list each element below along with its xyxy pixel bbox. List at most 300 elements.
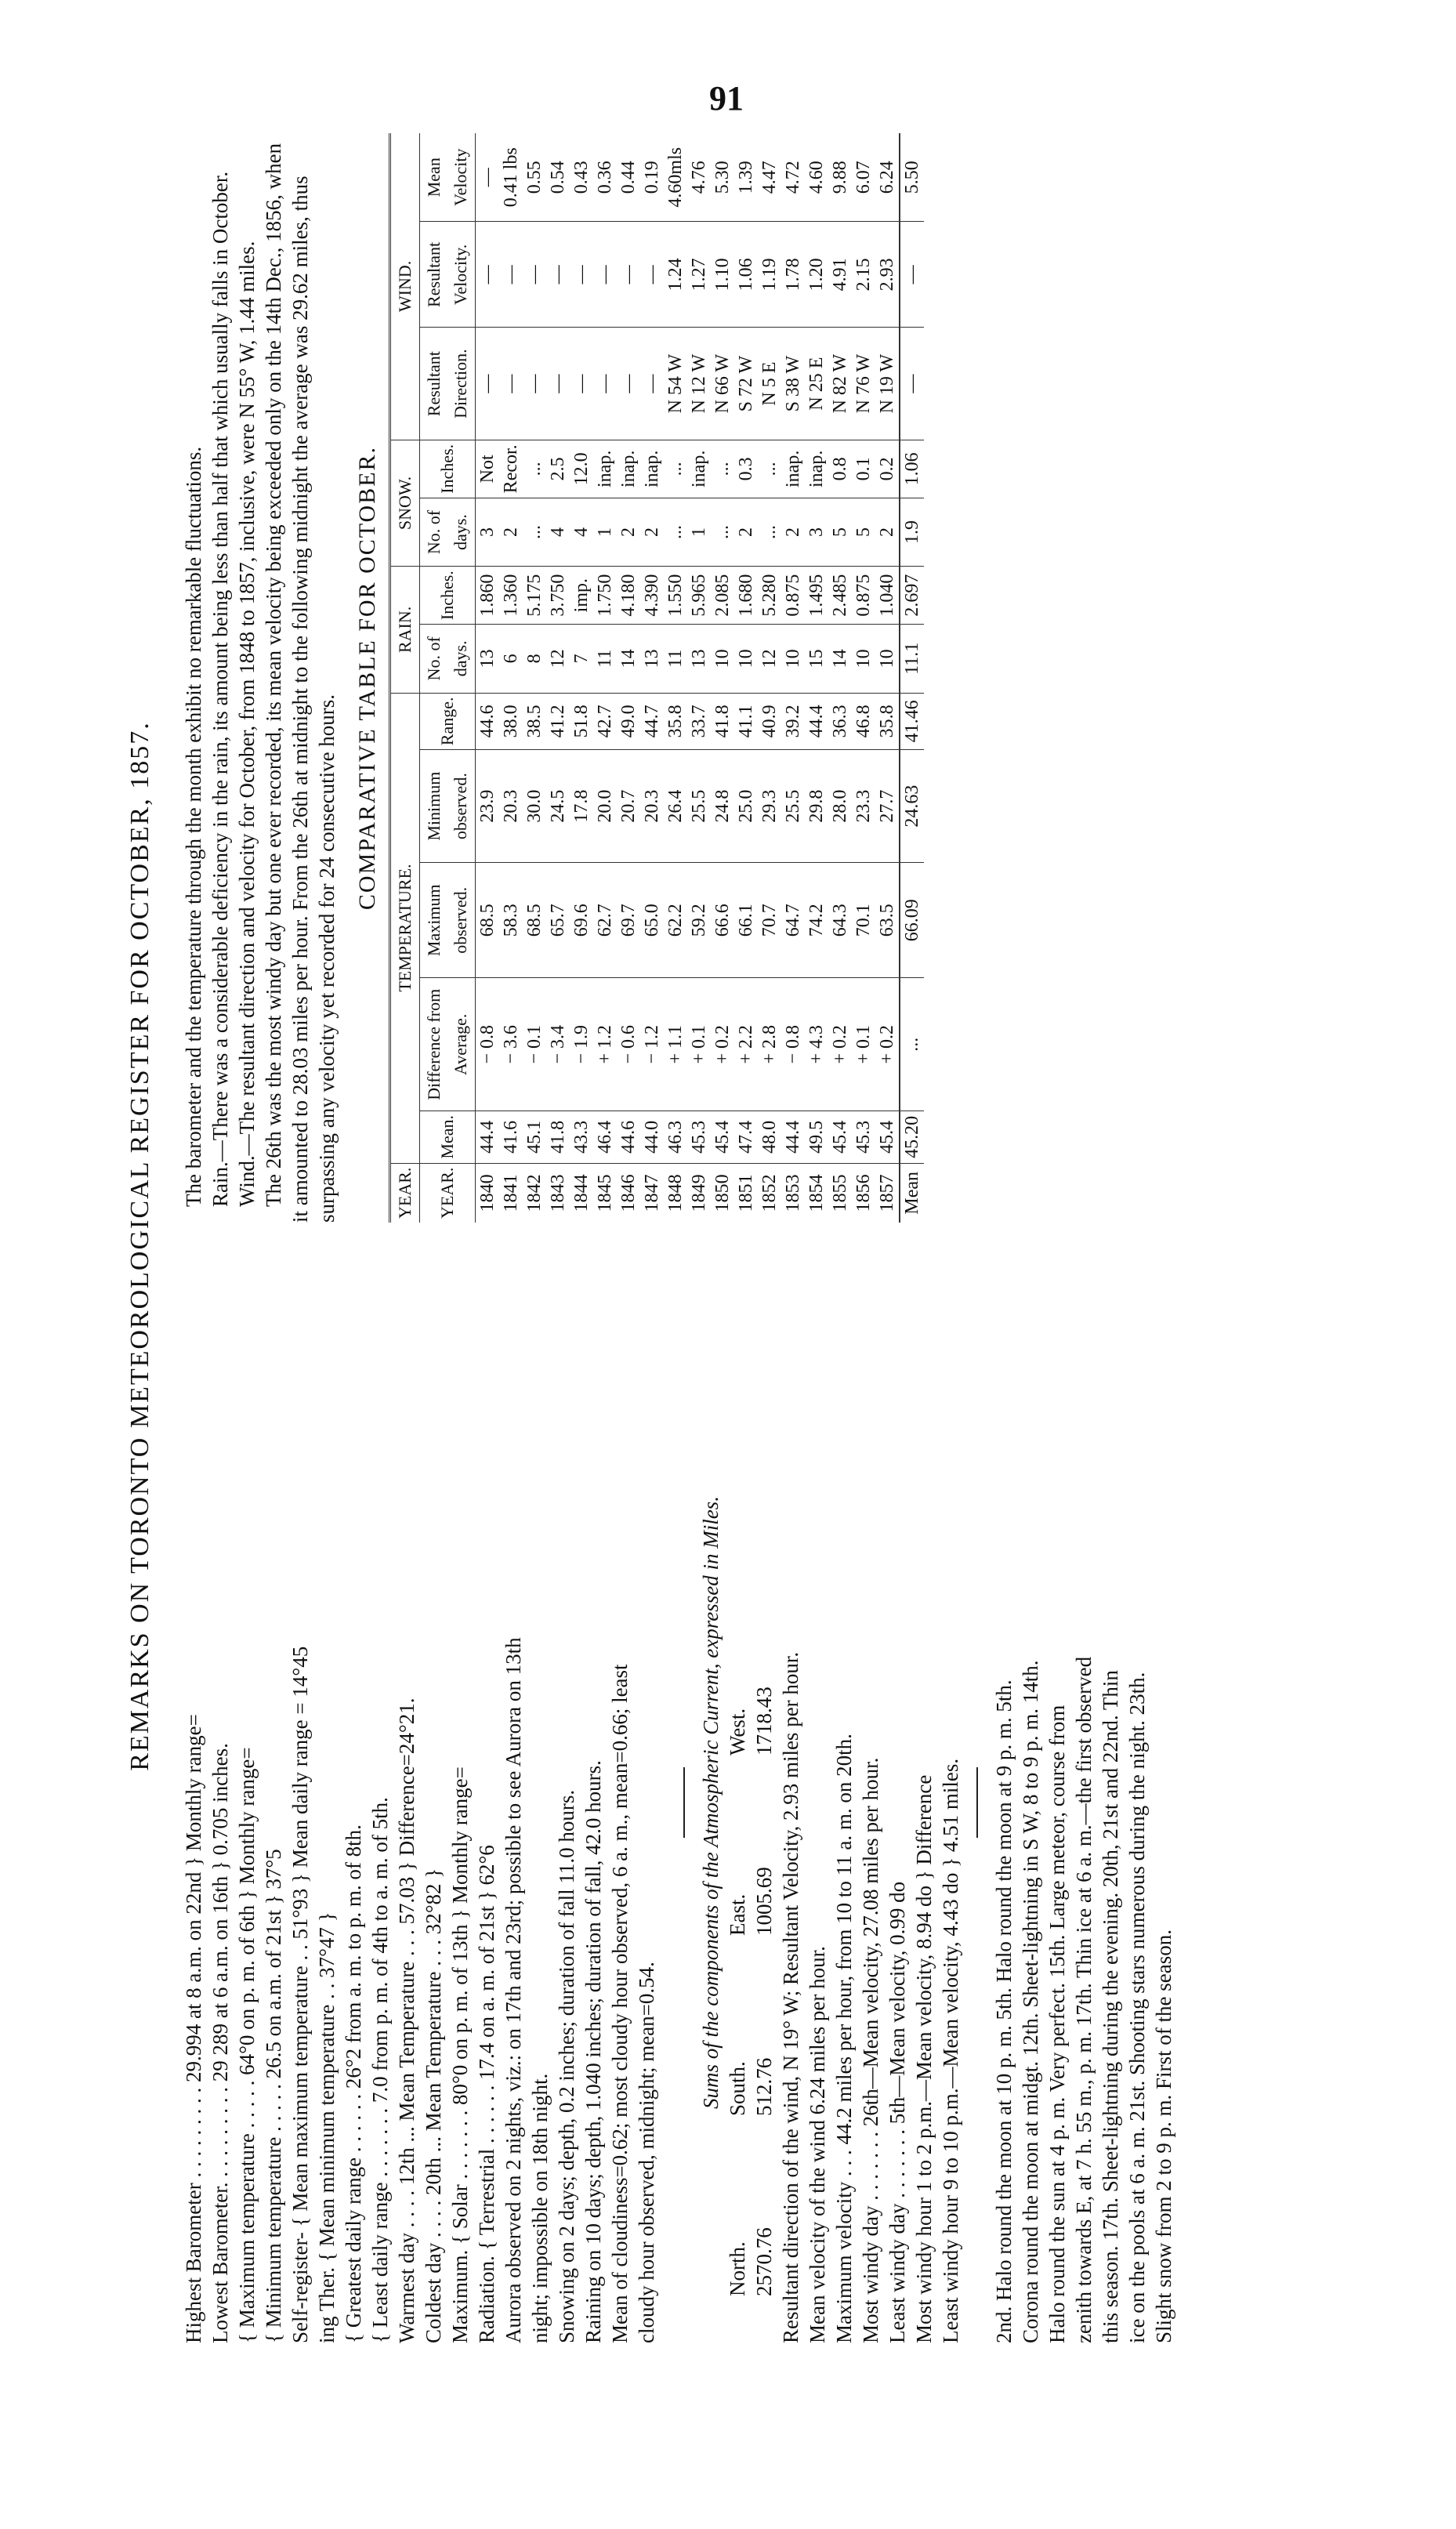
table-cell: 1.550 bbox=[664, 567, 687, 625]
table-row bbox=[570, 133, 593, 1223]
table-row bbox=[523, 133, 546, 1223]
component-header: East. bbox=[726, 1893, 749, 1936]
table-row bbox=[476, 133, 500, 1223]
table-cell: 43.3 bbox=[570, 1111, 593, 1164]
component-value: 1718.43 bbox=[752, 1687, 776, 1755]
table-cell: 1.20 bbox=[805, 222, 828, 328]
wind-line: Maximum velocity . . . 44.2 miles per hour, from 10 to 11 a. m. on 20th. bbox=[832, 1734, 856, 2343]
table-column-header: Resultant Direction. bbox=[420, 328, 476, 440]
table-cell: 12 bbox=[546, 625, 570, 693]
table-cell: 1.27 bbox=[687, 222, 711, 328]
table-row bbox=[640, 133, 664, 1223]
table-cell: 1844 bbox=[571, 1174, 592, 1212]
table-cell: + 2.2 bbox=[734, 978, 758, 1111]
table-cell: 1.10 bbox=[711, 222, 734, 328]
table-cell: 5.30 bbox=[711, 133, 734, 222]
table-cell: 17.8 bbox=[570, 750, 593, 863]
table-cell: ... bbox=[523, 498, 546, 566]
table-cell: 59.2 bbox=[687, 863, 711, 978]
table-cell: — bbox=[640, 222, 664, 328]
phenomena-line: 2nd. Halo round the moon at 10 p. m. 5th. Halo round the moon at 9 p. m. 5th. bbox=[992, 1679, 1016, 2343]
component-header: West. bbox=[726, 1708, 749, 1755]
table-cell: 44.4 bbox=[781, 1111, 805, 1164]
register-line: night; impossible on 18th night. bbox=[528, 2073, 552, 2343]
table-cell: Recor. bbox=[499, 440, 523, 498]
table-cell: 2 bbox=[499, 498, 523, 566]
table-cell: 38.0 bbox=[499, 693, 523, 750]
phenomena-line: this season. 17th. Sheet-lightning during the evening. 20th, 21st and 22nd. Thin bbox=[1099, 1670, 1122, 2343]
table-cell: 0.875 bbox=[781, 567, 805, 625]
table-cell: — bbox=[523, 328, 546, 440]
table-cell: 44.4 bbox=[476, 1111, 500, 1164]
table-group-header: YEAR. bbox=[390, 1163, 420, 1223]
table-cell: 0.3 bbox=[734, 440, 758, 498]
table-cell: 14 bbox=[828, 625, 852, 693]
table-cell: imp. bbox=[570, 567, 593, 625]
table-cell: 44.6 bbox=[476, 693, 500, 750]
table-cell: − 0.8 bbox=[476, 978, 500, 1111]
comparative-table bbox=[389, 133, 924, 1223]
table-cell: 62.7 bbox=[593, 863, 617, 978]
component-value: 512.76 bbox=[752, 2057, 776, 2116]
table-cell: 74.2 bbox=[805, 863, 828, 978]
table-cell: 28.0 bbox=[828, 750, 852, 863]
table-cell: — bbox=[900, 222, 924, 328]
table-cell: 11 bbox=[664, 625, 687, 693]
table-column-header: Difference from Average. bbox=[420, 978, 476, 1111]
table-column-header: No. of days. bbox=[420, 498, 476, 566]
register-line: Coldest day . . . . 20th ... Mean Temperature . . . 32°82 } bbox=[422, 1868, 445, 2343]
table-column-header: Mean Velocity bbox=[420, 133, 476, 222]
table-cell: — bbox=[617, 222, 640, 328]
remarks-column bbox=[180, 133, 924, 1223]
table-cell: − 0.8 bbox=[781, 978, 805, 1111]
table-cell: 0.44 bbox=[617, 133, 640, 222]
table-cell: 46.8 bbox=[852, 693, 875, 750]
table-cell: inap. bbox=[593, 440, 617, 498]
table-cell: 4.47 bbox=[758, 133, 781, 222]
table-cell: 24.5 bbox=[546, 750, 570, 863]
table-cell: 45.3 bbox=[852, 1111, 875, 1164]
rotated-page-content bbox=[125, 118, 1348, 2375]
table-cell: 36.3 bbox=[828, 693, 852, 750]
table-cell: — bbox=[546, 328, 570, 440]
table-cell: 25.5 bbox=[781, 750, 805, 863]
phenomena-lines bbox=[991, 1262, 1177, 2343]
table-cell: 2 bbox=[875, 498, 900, 566]
table-cell: — bbox=[499, 222, 523, 328]
table-cell: + 0.2 bbox=[711, 978, 734, 1111]
table-cell: 1.360 bbox=[499, 567, 523, 625]
table-cell: 1841 bbox=[501, 1174, 521, 1212]
table-cell: 13 bbox=[476, 625, 500, 693]
table-cell: 42.7 bbox=[593, 693, 617, 750]
table-cell: 70.1 bbox=[852, 863, 875, 978]
table-cell: 29.3 bbox=[758, 750, 781, 863]
remarks-paragraph: The 26th was the most windy day but one ever recorded, its mean velocity being exceeded only on the 14th Dec., 1856, when it amounted to 28.03 miles per hour. From the 26th at midnight to the following midnight the average was 29.62 miles, thus surpassing any velocity yet recorded for 24 consecutive hours. bbox=[262, 143, 339, 1223]
table-cell: + 2.8 bbox=[758, 978, 781, 1111]
phenomena-line: Halo round the sun at 4 p. m. Very perfect. 15th. Large meteor, course from bbox=[1045, 1705, 1069, 2343]
table-cell: inap. bbox=[781, 440, 805, 498]
table-cell: 1857 bbox=[877, 1174, 897, 1212]
table-cell: 8 bbox=[523, 625, 546, 693]
table-cell: − 1.9 bbox=[570, 978, 593, 1111]
table-cell: ... bbox=[711, 440, 734, 498]
table-cell: 0.2 bbox=[875, 440, 900, 498]
table-cell: — bbox=[499, 328, 523, 440]
register-line: { Least daily range . . . . . . . 7.0 from p. m. of 4th to a. m. of 5th. bbox=[368, 1797, 392, 2343]
table-cell: 0.875 bbox=[852, 567, 875, 625]
table-row bbox=[900, 133, 924, 1223]
table-cell: 49.5 bbox=[805, 1111, 828, 1164]
table-cell: 2.697 bbox=[900, 567, 924, 625]
table-cell: 1843 bbox=[548, 1174, 568, 1212]
table-row bbox=[546, 133, 570, 1223]
wind-line: Least windy hour 9 to 10 p.m.—Mean velocity, 4.43 do } 4.51 miles. bbox=[939, 1758, 962, 2343]
register-line: cloudy hour observed, midnight; mean=0.54. bbox=[635, 1962, 658, 2343]
register-line: Mean of cloudiness=0.62; most cloudy hour observed, 6 a. m., mean=0.66; least bbox=[608, 1664, 632, 2343]
components-title: Sums of the components of the Atmospheric Current, expressed in Miles. bbox=[699, 1496, 723, 2109]
table-cell: — bbox=[546, 222, 570, 328]
table-cell: 13 bbox=[640, 625, 664, 693]
register-line: Self-register- { Mean maximum temperature . . 51°93 } Mean daily range = 14°45 bbox=[288, 1646, 312, 2343]
table-cell: 20.7 bbox=[617, 750, 640, 863]
table-cell: — bbox=[593, 328, 617, 440]
table-cell: + 1.2 bbox=[593, 978, 617, 1111]
table-cell: 24.8 bbox=[711, 750, 734, 863]
table-column-header: Maximum observed. bbox=[420, 863, 476, 978]
table-cell: ... bbox=[758, 498, 781, 566]
table-body bbox=[476, 133, 925, 1223]
table-cell: 0.36 bbox=[593, 133, 617, 222]
table-cell: N 76 W bbox=[852, 328, 875, 440]
table-cell: N 5 E bbox=[758, 328, 781, 440]
table-group-header: TEMPERATURE. bbox=[390, 693, 420, 1163]
table-cell: 44.6 bbox=[617, 1111, 640, 1164]
table-cell: — bbox=[900, 328, 924, 440]
table-cell: 0.55 bbox=[523, 133, 546, 222]
table-cell: 2.085 bbox=[711, 567, 734, 625]
table-cell: 2.93 bbox=[875, 222, 900, 328]
table-cell: ... bbox=[664, 440, 687, 498]
table-cell: 47.4 bbox=[734, 1111, 758, 1164]
table-cell: N 19 W bbox=[875, 328, 900, 440]
table-cell: 25.5 bbox=[687, 750, 711, 863]
table-cell: 41.8 bbox=[546, 1111, 570, 1164]
table-column-header: Resultant Velocity. bbox=[420, 222, 476, 328]
table-row bbox=[875, 133, 900, 1223]
table-column-header: YEAR. bbox=[420, 1163, 476, 1223]
table-cell: ... bbox=[758, 440, 781, 498]
table-cell: 3 bbox=[805, 498, 828, 566]
table-cell: 7 bbox=[570, 625, 593, 693]
table-cell: ... bbox=[900, 978, 924, 1111]
section-divider bbox=[683, 1767, 685, 1838]
table-cell: 2.15 bbox=[852, 222, 875, 328]
components-headers bbox=[724, 1262, 751, 2343]
table-cell: 5.175 bbox=[523, 567, 546, 625]
table-cell: 70.7 bbox=[758, 863, 781, 978]
table-title: COMPARATIVE TABLE FOR OCTOBER. bbox=[354, 445, 380, 911]
table-cell: 41.6 bbox=[499, 1111, 523, 1164]
table-header-row bbox=[420, 133, 476, 1223]
table-row bbox=[781, 133, 805, 1223]
table-cell: 27.7 bbox=[875, 750, 900, 863]
table-cell: 45.1 bbox=[523, 1111, 546, 1164]
table-cell: 1.06 bbox=[734, 222, 758, 328]
component-value: 2570.76 bbox=[752, 2227, 776, 2296]
table-cell: 1.19 bbox=[758, 222, 781, 328]
table-cell: 4.91 bbox=[828, 222, 852, 328]
table-cell: — bbox=[476, 133, 500, 222]
components-values bbox=[751, 1262, 777, 2343]
table-cell: 23.9 bbox=[476, 750, 500, 863]
remarks-paragraph: The barometer and the temperature through the month exhibit no remarkable fluctuations. bbox=[182, 446, 205, 1207]
table-cell: — bbox=[570, 222, 593, 328]
table-cell: 45.20 bbox=[900, 1111, 924, 1164]
table-group-header: RAIN. bbox=[390, 567, 420, 693]
table-group-header: SNOW. bbox=[390, 440, 420, 566]
table-cell: 26.4 bbox=[664, 750, 687, 863]
table-cell: 35.8 bbox=[664, 693, 687, 750]
register-line: Maximum. { Solar . . . . . . . 80°0 on p. m. of 13th } Monthly range= bbox=[448, 1766, 472, 2343]
table-row bbox=[499, 133, 523, 1223]
table-cell: 25.0 bbox=[734, 750, 758, 863]
table-cell: 4.60mls bbox=[664, 133, 687, 222]
table-row bbox=[758, 133, 781, 1223]
table-cell: 5.50 bbox=[900, 133, 924, 222]
table-cell: 44.0 bbox=[640, 1111, 664, 1164]
table-cell: 4 bbox=[546, 498, 570, 566]
register-summary-column bbox=[180, 1262, 1177, 2343]
table-group-header: WIND. bbox=[390, 133, 420, 440]
table-cell: 2 bbox=[617, 498, 640, 566]
table-cell: 38.5 bbox=[523, 693, 546, 750]
table-cell: − 0.1 bbox=[523, 978, 546, 1111]
table-cell: 0.43 bbox=[570, 133, 593, 222]
table-cell: 12.0 bbox=[570, 440, 593, 498]
table-cell: − 1.2 bbox=[640, 978, 664, 1111]
table-cell: — bbox=[476, 222, 500, 328]
table-cell: N 82 W bbox=[828, 328, 852, 440]
page-number: 91 bbox=[709, 79, 744, 118]
wind-line: Mean velocity of the wind 6.24 miles per hour. bbox=[806, 1946, 829, 2343]
wind-line: Least windy day . . . . . . . 5th—Mean velocity, 0.99 do bbox=[886, 1881, 909, 2343]
table-cell: 51.8 bbox=[570, 693, 593, 750]
register-line: Raining on 10 days; depth, 1.040 inches; duration of fall, 42.0 hours. bbox=[581, 1760, 605, 2343]
table-column-header: Range. bbox=[420, 693, 476, 750]
table-cell: 4.76 bbox=[687, 133, 711, 222]
table-cell: 66.6 bbox=[711, 863, 734, 978]
table-cell: 1846 bbox=[618, 1174, 639, 1212]
table-cell: 1848 bbox=[665, 1174, 686, 1212]
table-cell: 41.8 bbox=[711, 693, 734, 750]
table-cell: 10 bbox=[781, 625, 805, 693]
register-line: { Greatest daily range . . . . . . 26°2 from a. m. to p. m. of 8th. bbox=[342, 1824, 365, 2343]
table-cell: — bbox=[617, 328, 640, 440]
register-line: Snowing on 2 days; depth, 0.2 inches; duration of fall 11.0 hours. bbox=[555, 1789, 578, 2343]
table-cell: 29.8 bbox=[805, 750, 828, 863]
table-cell: — bbox=[476, 328, 500, 440]
table-row bbox=[805, 133, 828, 1223]
table-cell: 0.19 bbox=[640, 133, 664, 222]
wind-line: Most windy day . . . . . . . 26th—Mean velocity, 27.08 miles per hour. bbox=[859, 1757, 882, 2343]
table-cell: 23.3 bbox=[852, 750, 875, 863]
table-cell: 35.8 bbox=[875, 693, 900, 750]
table-cell: 24.63 bbox=[900, 750, 924, 863]
table-cell: 13 bbox=[687, 625, 711, 693]
table-cell: 0.1 bbox=[852, 440, 875, 498]
table-cell: 4.180 bbox=[617, 567, 640, 625]
table-cell: 2 bbox=[734, 498, 758, 566]
table-cell: 1842 bbox=[524, 1174, 545, 1212]
table-cell: 0.41 lbs bbox=[499, 133, 523, 222]
table-cell: 2.5 bbox=[546, 440, 570, 498]
table-cell: — bbox=[640, 328, 664, 440]
table-cell: 1855 bbox=[830, 1174, 850, 1212]
table-cell: − 3.4 bbox=[546, 978, 570, 1111]
table-cell: S 38 W bbox=[781, 328, 805, 440]
table-cell: 6.24 bbox=[875, 133, 900, 222]
table-cell: 4.60 bbox=[805, 133, 828, 222]
table-cell: 46.3 bbox=[664, 1111, 687, 1164]
table-cell: N 25 E bbox=[805, 328, 828, 440]
table-cell: 5 bbox=[852, 498, 875, 566]
table-cell: 1852 bbox=[759, 1174, 780, 1212]
register-line: Lowest Barometer. . . . . . . . . . 29 289 at 6 a.m. on 16th } 0.705 inches. bbox=[208, 1743, 232, 2343]
table-cell: 40.9 bbox=[758, 693, 781, 750]
table-cell: N 66 W bbox=[711, 328, 734, 440]
wind-line: Most windy hour 1 to 2 p.m.—Mean velocity, 8.94 do } Difference bbox=[912, 1774, 936, 2343]
table-cell: 3.750 bbox=[546, 567, 570, 625]
register-line: { Minimum temperature . . . . . 26.5 on a.m. of 21st } 37°5 bbox=[262, 1849, 285, 2343]
table-cell: 65.0 bbox=[640, 863, 664, 978]
table-row bbox=[852, 133, 875, 1223]
table-cell: 45.4 bbox=[828, 1111, 852, 1164]
table-cell: 44.4 bbox=[805, 693, 828, 750]
table-cell: 20.3 bbox=[499, 750, 523, 863]
table-cell: inap. bbox=[805, 440, 828, 498]
table-cell: 5.965 bbox=[687, 567, 711, 625]
table-cell: 20.0 bbox=[593, 750, 617, 863]
table-cell: 68.5 bbox=[476, 863, 500, 978]
table-cell: + 0.1 bbox=[852, 978, 875, 1111]
table-cell: 3 bbox=[476, 498, 500, 566]
remarks-paragraph: Wind.—The resultant direction and velocity for October, from 1848 to 1857, inclusive, were N 55° W, 1.44 miles. bbox=[235, 241, 259, 1207]
component-value: 1005.69 bbox=[752, 1867, 776, 1936]
table-cell: 58.3 bbox=[499, 863, 523, 978]
table-cell: + 0.2 bbox=[875, 978, 900, 1111]
table-cell: 66.09 bbox=[900, 863, 924, 978]
table-cell: + 4.3 bbox=[805, 978, 828, 1111]
table-cell: 6 bbox=[499, 625, 523, 693]
table-cell: 2 bbox=[640, 498, 664, 566]
table-cell: 14 bbox=[617, 625, 640, 693]
table-cell: 1847 bbox=[642, 1174, 662, 1212]
table-column-header: Inches. bbox=[420, 567, 476, 625]
table-cell: 2 bbox=[781, 498, 805, 566]
table-cell: 48.0 bbox=[758, 1111, 781, 1164]
table-cell: − 3.6 bbox=[499, 978, 523, 1111]
table-cell: 11.1 bbox=[900, 625, 924, 693]
table-cell: 4 bbox=[570, 498, 593, 566]
page-title: REMARKS ON TORONTO METEOROLOGICAL REGISTER FOR OCTOBER, 1857. bbox=[125, 721, 154, 1771]
table-cell: 1851 bbox=[736, 1174, 756, 1212]
table-row bbox=[664, 133, 687, 1223]
table-cell: 62.2 bbox=[664, 863, 687, 978]
table-cell: S 72 W bbox=[734, 328, 758, 440]
table-cell: 66.1 bbox=[734, 863, 758, 978]
table-cell: + 0.1 bbox=[687, 978, 711, 1111]
phenomena-line: ice on the pools at 6 a. m. 21st. Shooting stars numerous during the night. 23th. bbox=[1125, 1672, 1149, 2343]
table-cell: 63.5 bbox=[875, 863, 900, 978]
register-line: Highest Barometer . . . . . . . . . 29.994 at 8 a.m. on 22nd } Monthly range= bbox=[182, 1714, 205, 2343]
table-cell: 1.9 bbox=[900, 498, 924, 566]
table-cell: 1850 bbox=[712, 1174, 733, 1212]
table-cell: 1.040 bbox=[875, 567, 900, 625]
table-cell: 46.4 bbox=[593, 1111, 617, 1164]
table-cell: Not bbox=[476, 440, 500, 498]
table-cell: 64.3 bbox=[828, 863, 852, 978]
register-line: Radiation. { Terrestrial . . . . . . 17.4 on a. m. of 21st } 62°6 bbox=[475, 1845, 498, 2343]
table-cell: 12 bbox=[758, 625, 781, 693]
register-line: { Maximum temperature . . . . . 64°0 on p. m. of 6th } Monthly range= bbox=[235, 1747, 259, 2343]
table-cell: N 12 W bbox=[687, 328, 711, 440]
table-cell: 1.680 bbox=[734, 567, 758, 625]
table-cell: 69.7 bbox=[617, 863, 640, 978]
table-cell: — bbox=[593, 222, 617, 328]
table-cell: 10 bbox=[852, 625, 875, 693]
table-cell: 5.280 bbox=[758, 567, 781, 625]
table-cell: 33.7 bbox=[687, 693, 711, 750]
table-cell: − 0.6 bbox=[617, 978, 640, 1111]
wind-summary-lines bbox=[777, 1262, 964, 2343]
table-cell: 4.72 bbox=[781, 133, 805, 222]
register-summary-lines bbox=[180, 1262, 660, 2343]
wind-line: Resultant direction of the wind, N 19° W; Resultant Velocity, 2.93 miles per hour. bbox=[779, 1651, 802, 2343]
table-cell: 45.4 bbox=[711, 1111, 734, 1164]
table-cell: 1.06 bbox=[900, 440, 924, 498]
phenomena-line: Slight snow from 2 to 9 p. m. First of the season. bbox=[1152, 1929, 1175, 2343]
table-column-header: Minimum observed. bbox=[420, 750, 476, 863]
table-cell: inap. bbox=[640, 440, 664, 498]
table-cell: 11 bbox=[593, 625, 617, 693]
table-cell: 1.860 bbox=[476, 567, 500, 625]
table-cell: 49.0 bbox=[617, 693, 640, 750]
remarks-paragraph: Rain.—There was a considerable deficiency in the rain, its amount being less than half that which usually falls in October. bbox=[208, 171, 232, 1207]
table-cell: 1856 bbox=[853, 1174, 874, 1212]
table-cell: 10 bbox=[875, 625, 900, 693]
table-cell: 9.88 bbox=[828, 133, 852, 222]
table-cell: 44.7 bbox=[640, 693, 664, 750]
table-cell: 4.390 bbox=[640, 567, 664, 625]
table-cell: 10 bbox=[711, 625, 734, 693]
table-cell: inap. bbox=[687, 440, 711, 498]
table-cell: 65.7 bbox=[546, 863, 570, 978]
component-header: South. bbox=[726, 2061, 749, 2116]
table-cell: + 1.1 bbox=[664, 978, 687, 1111]
table-cell: 39.2 bbox=[781, 693, 805, 750]
table-cell: 64.7 bbox=[781, 863, 805, 978]
table-column-header: No. of days. bbox=[420, 625, 476, 693]
table-cell: 1.495 bbox=[805, 567, 828, 625]
table-cell: 5 bbox=[828, 498, 852, 566]
table-cell: 1.24 bbox=[664, 222, 687, 328]
table-cell: 1.78 bbox=[781, 222, 805, 328]
table-cell: 6.07 bbox=[852, 133, 875, 222]
table-cell: Mean bbox=[900, 1163, 924, 1223]
table-cell: 1845 bbox=[595, 1174, 615, 1212]
